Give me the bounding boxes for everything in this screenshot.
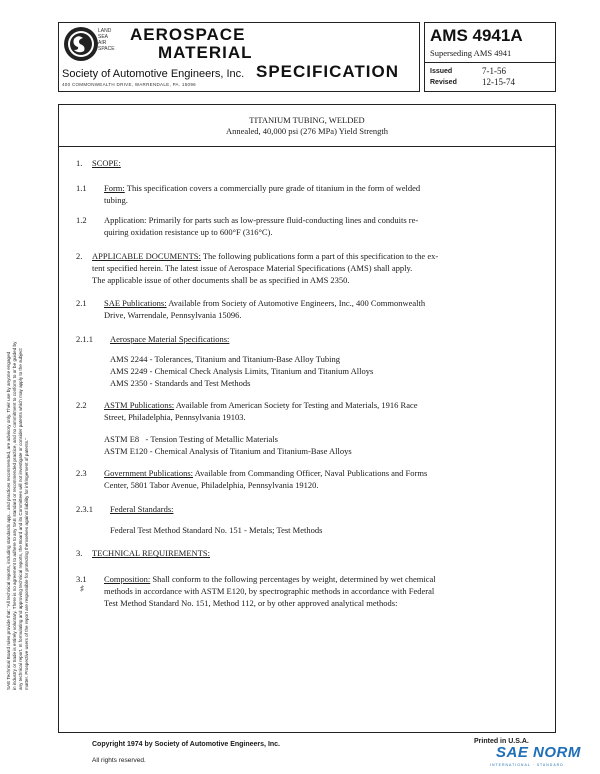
- paragraph-heading: SAE Publications:: [104, 298, 167, 308]
- paragraph-text: Available from Society of Automotive Engineers, Inc., 400 Commonwealth: [166, 298, 426, 308]
- side-disclaimer-line: in industry or trade is entirely voluntary. There is no agreement to adhere to any SAE standard or recommended practice, and no commitment to conform to or be guided by: [12, 341, 17, 690]
- superseding-note: Superseding AMS 4941: [430, 48, 512, 58]
- paragraph-text: Test Method Standard No. 151, Method 112, or by other approved analytical methods:: [104, 598, 398, 608]
- paragraph-text: Primarily for parts such as low-pressure fluid-conducting lines and conduits re-: [146, 215, 419, 225]
- logo-motto-line: AIR: [98, 40, 107, 46]
- revised-label: Revised: [430, 79, 457, 86]
- section-number: 3.: [76, 548, 83, 558]
- logo-motto: [98, 28, 116, 52]
- side-disclaimer-line: any technical report. In formulating and approving technical reports, the Board and its Committees will not investigate or consider patents which may apply to the subject: [18, 348, 23, 690]
- paragraph-text: tubing.: [104, 195, 128, 205]
- paragraph-text: Available from American Society for Testing and Materials, 1916 Race: [174, 400, 418, 410]
- header-aerospace: AEROSPACE: [130, 25, 246, 44]
- paragraph-2-3: [104, 467, 427, 479]
- section-number: 3.1: [76, 574, 87, 584]
- title-rule: [58, 146, 556, 147]
- section-number: 2.2: [76, 400, 87, 410]
- logo-motto-line: SEA: [98, 34, 109, 40]
- paragraph-text: Center, 5801 Tabor Avenue, Philadelphia, Pennsylvania 19120.: [104, 480, 319, 490]
- issued-label: Issued: [430, 68, 453, 75]
- section-number: 1.2: [76, 215, 87, 225]
- section-heading-documents: APPLICABLE DOCUMENTS:: [92, 251, 201, 261]
- side-disclaimer-line: SAE Technical Board rules provide that: "All technical reports, including standards app... and practices recommended, are advisory only. Their use by anyone engaged: [6, 351, 11, 690]
- paragraph-heading: Composition:: [104, 574, 151, 584]
- doc-title: TITANIUM TUBING, WELDED: [249, 115, 365, 125]
- paragraph-text: Street, Philadelphia, Pennsylvania 19103.: [104, 412, 246, 422]
- list-item: AMS 2350 - Standards and Test Methods: [110, 378, 251, 388]
- paragraph-2: [92, 250, 438, 262]
- doc-subtitle: Annealed, 40,000 psi (276 MPa) Yield Strength: [225, 126, 389, 136]
- logo-motto-line: SPACE: [98, 46, 115, 52]
- section-number: 2.3: [76, 468, 87, 478]
- list-item: AMS 2249 - Chemical Check Analysis Limits, Titanium and Titanium Alloys: [110, 366, 374, 376]
- paragraph-heading: Aerospace Material Specifications:: [110, 334, 230, 344]
- paragraph-heading: Federal Standards:: [110, 504, 174, 514]
- side-disclaimer-svg: [2, 130, 32, 730]
- paragraph-heading: ASTM Publications:: [104, 400, 175, 410]
- sae-norm-watermark: SAE NORM: [496, 744, 581, 761]
- paragraph-text: tent specified herein. The latest issue of Aerospace Material Specifications (AMS) shall apply.: [92, 263, 413, 273]
- side-disclaimer-line: matter. Prospective users of the report are responsible for protecting themselves against liability for infringement of patents.": [24, 438, 29, 690]
- revision-mark-icon: ♯: [80, 584, 84, 593]
- list-item: Federal Test Method Standard No. 151 - Metals; Test Methods: [110, 525, 323, 535]
- logo-motto-line: LAND: [98, 28, 112, 34]
- section-number: 1.1: [76, 183, 87, 193]
- list-item: ASTM E8 - Tension Testing of Metallic Materials: [104, 434, 278, 444]
- section-number: 1.: [76, 158, 83, 168]
- copyright-notice: Copyright 1974 by Society of Automotive Engineers, Inc.: [92, 741, 281, 748]
- paragraph-heading: Government Publications:: [104, 468, 194, 478]
- rights-reserved: All rights reserved.: [92, 757, 146, 764]
- paragraph-text: Drive, Warrendale, Pennsylvania 15096.: [104, 310, 242, 320]
- paragraph-heading: Form:: [104, 183, 125, 193]
- section-number: 2.1: [76, 298, 87, 308]
- revised-date: 12-15-74: [482, 77, 515, 87]
- section-number: 2.1.1: [76, 334, 93, 344]
- section-number: 2.: [76, 251, 83, 261]
- section-number: 2.3.1: [76, 504, 93, 514]
- paragraph-text: quiring oxidation resistance up to 600°F (316°C).: [104, 227, 273, 237]
- sae-logo-icon: [62, 25, 100, 63]
- paragraph-2-1: [104, 297, 425, 309]
- society-name: Society of Automotive Engineers, Inc.: [62, 68, 245, 80]
- society-address: 400 COMMONWEALTH DRIVE, WARRENDALE, PA. 15096: [62, 82, 196, 87]
- section-heading-technical: TECHNICAL REQUIREMENTS:: [92, 548, 210, 558]
- paragraph-text: The applicable issue of other documents shall be as specified in AMS 2350.: [92, 275, 350, 285]
- header-specification: SPECIFICATION: [256, 62, 400, 81]
- paragraph-text: methods in accordance with ASTM E120, by spectrographic methods in accordance with Federal: [104, 586, 435, 596]
- side-disclaimer: [2, 130, 32, 730]
- paragraph-2-2: [104, 399, 418, 411]
- paragraph-3-1: [104, 573, 436, 585]
- section-heading-scope: SCOPE:: [92, 158, 121, 168]
- paragraph-1-1: [104, 182, 420, 194]
- paragraph-text: Available from Commanding Officer, Naval Publications and Forms: [193, 468, 428, 478]
- ams-divider: [424, 62, 556, 63]
- list-item: AMS 2244 - Tolerances, Titanium and Titanium-Base Alloy Tubing: [110, 354, 340, 364]
- ams-number: AMS 4941A: [430, 26, 523, 45]
- header-material: MATERIAL: [158, 43, 253, 62]
- paragraph-text: Shall conform to the following percentages by weight, determined by wet chemical: [150, 574, 436, 584]
- sae-norm-watermark-sub: INTERNATIONAL · STANDARD: [490, 763, 564, 767]
- list-item: ASTM E120 - Chemical Analysis of Titanium and Titanium-Base Alloys: [104, 446, 352, 456]
- paragraph-1-2: [104, 214, 418, 226]
- paragraph-text: This specification covers a commercially pure grade of titanium in the form of welded: [124, 183, 421, 193]
- issued-date: 7-1-56: [482, 66, 506, 76]
- paragraph-heading: Application:: [104, 215, 147, 225]
- printed-in: Printed in U.S.A.: [474, 738, 529, 745]
- paragraph-text: The following publications form a part of this specification to the ex-: [200, 251, 439, 261]
